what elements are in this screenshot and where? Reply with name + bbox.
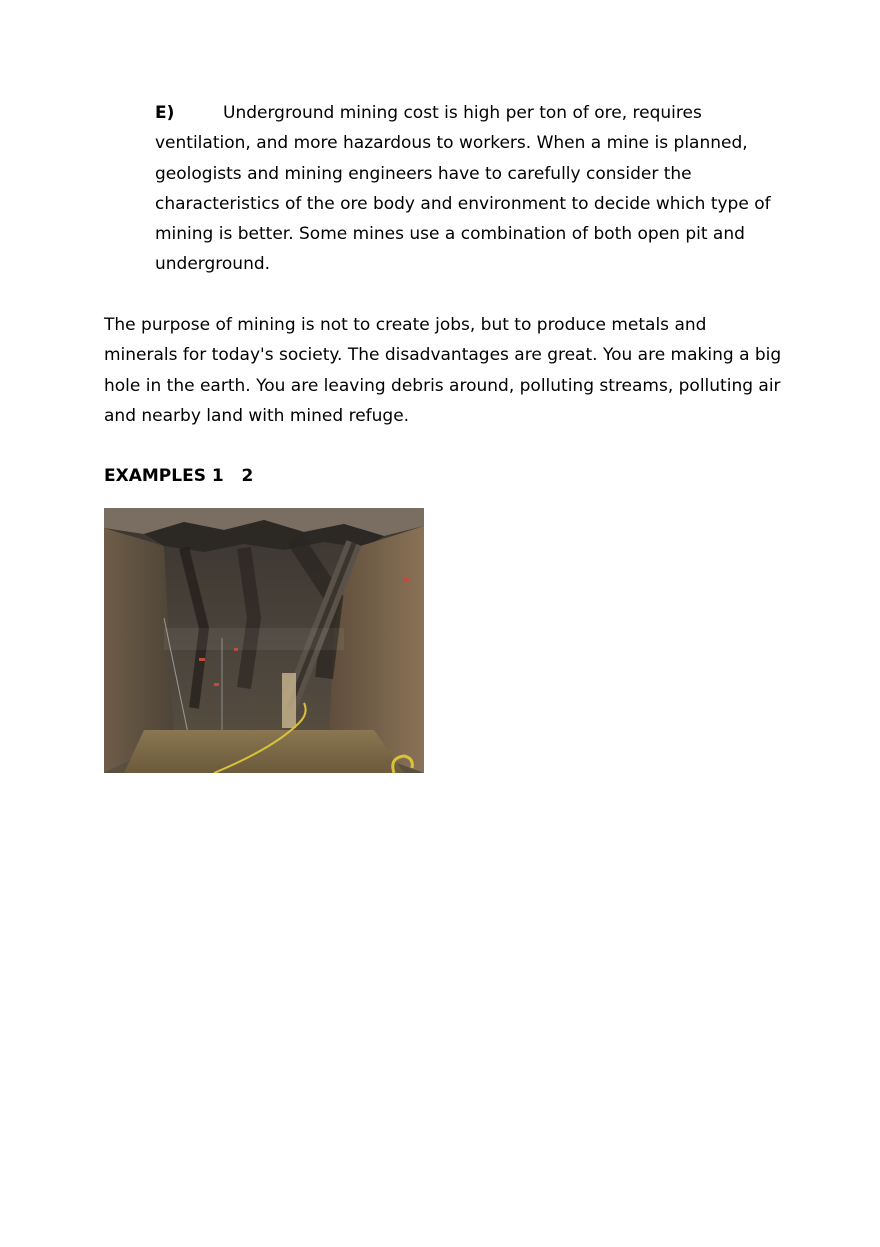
mine-tunnel-photo [104,508,424,773]
list-item-text: Underground mining cost is high per ton of ore, requires ventilation, and more hazardous to workers. When a mine is planned, geologists and mining engineers have to carefully consider the characteristics of the ore body and environment to decide which type of mining is better. Some mines use a combination of both open pit and underground. [155,103,771,275]
list-item-label: E) [155,103,175,123]
list-item-e [155,98,780,280]
purpose-paragraph: The purpose of mining is not to create jobs, but to produce metals and minerals for today's society. The disadvantages are great. You are making a big hole in the earth. You are leaving debris around, polluting streams, polluting air and nearby land with mined refuge. [104,315,782,426]
examples-heading: EXAMPLES 1 2 [104,466,254,486]
mine-tunnel-illustration [104,508,424,773]
